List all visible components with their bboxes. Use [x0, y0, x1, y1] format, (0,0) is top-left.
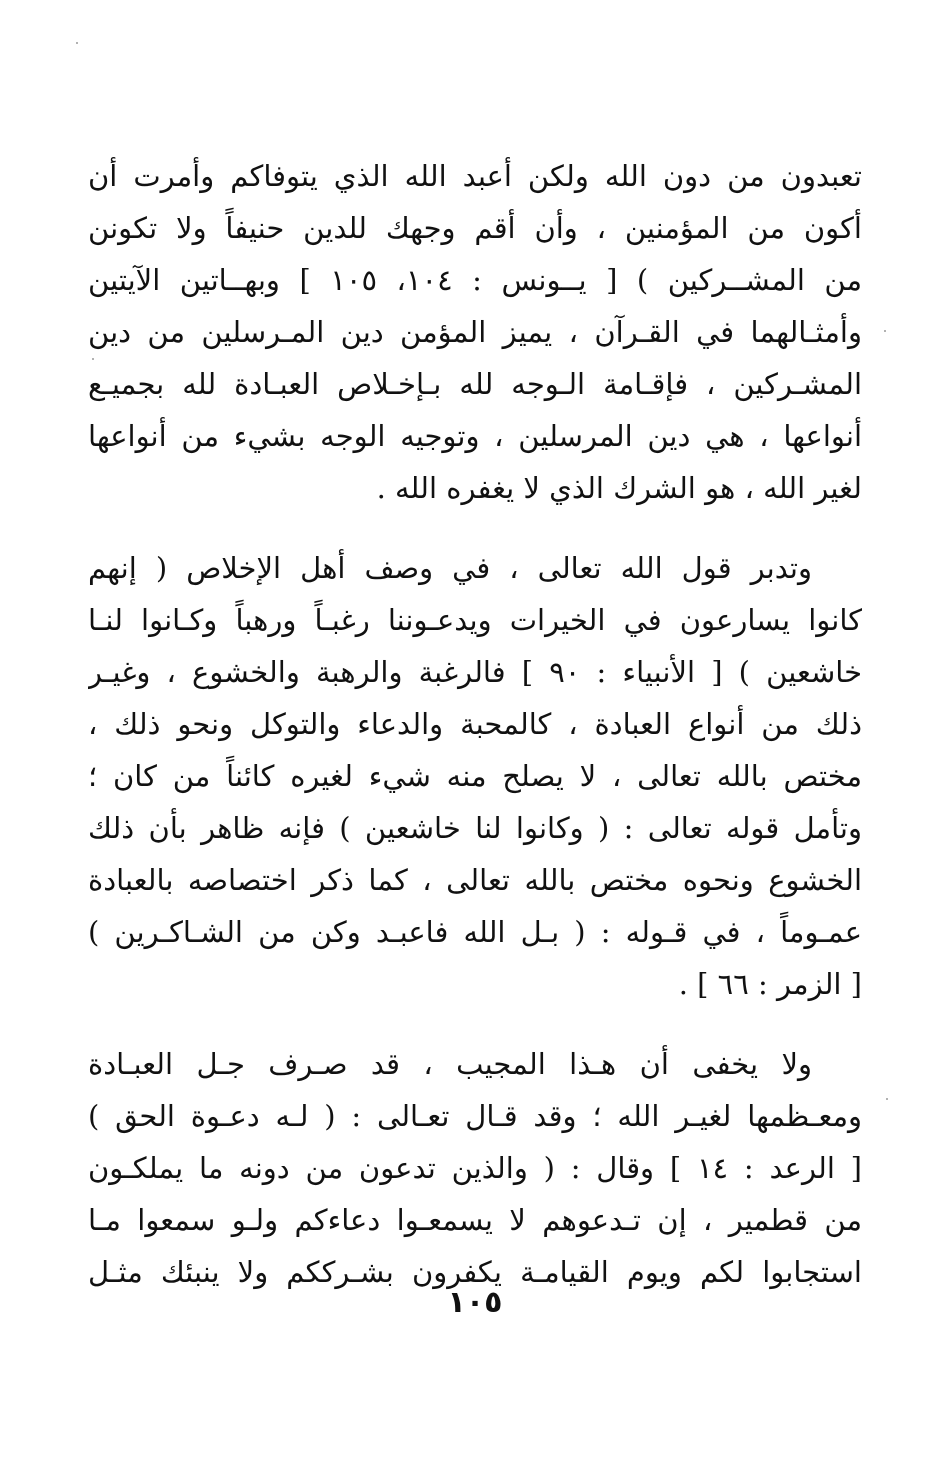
text-line: أنواعها ، هي دين المرسلين ، وتوجيه الوجه بشيء من أنواعها: [88, 419, 862, 453]
paragraph-2: [88, 542, 862, 1010]
scan-speck: [884, 330, 886, 332]
text-line: من قطمير ، إن تـدعوهم لا يسمعـوا دعاءكم ولـو سمعوا مـا: [88, 1203, 862, 1237]
paragraph-3: [88, 1038, 862, 1298]
scan-speck: [886, 1098, 888, 1100]
text-line: ومعـظمها لغيـر الله ؛ وقد قـال تعـالى : ( لـه دعـوة الحق ): [88, 1099, 862, 1133]
text-line: وأمثـالهما في القـرآن ، يميز المؤمن دين المـرسلين من دين: [88, 315, 862, 349]
text-line: [ الرعد : ١٤ ] وقال : ( والذين تدعون من دونه ما يملكـون: [88, 1151, 862, 1185]
text-line: الخشوع ونحوه مختص بالله تعالى ، كما ذكر اختصاصه بالعبادة: [88, 863, 862, 897]
text-line: مختص بالله تعالى ، لا يصلح منه شيء لغيره كائناً من كان ؛: [88, 759, 862, 793]
text-line: تعبدون من دون الله ولكن أعبد الله الذي يتوفاكم وأمرت أن: [88, 159, 862, 193]
text-line: عمـوماً ، في قـوله : ( بـل الله فاعبـد وكن من الشـاكـرين ): [88, 915, 862, 949]
paragraph-1: [88, 150, 862, 514]
text-line: ولا يخفى أن هـذا المجيب ، قد صـرف جـل العبـادة: [88, 1047, 812, 1081]
text-line: استجابوا لكم ويوم القيامـة يكفرون بشـرككم ولا ينبئك مثـل: [88, 1255, 862, 1289]
text-line: لغير الله ، هو الشرك الذي لا يغفره الله .: [376, 471, 862, 505]
text-line: وتأمل قوله تعالى : ( وكانوا لنا خاشعين ) فإنه ظاهر بأن ذلك: [88, 811, 862, 845]
text-line: المشـركين ، فإقـامة الـوجه لله بـإخـلاص العبـادة لله بجميـع: [88, 367, 862, 401]
text-line: خاشعين ) [ الأنبياء : ٩٠ ] فالرغبة والرهبة والخشوع ، وغيـر: [88, 655, 862, 689]
scan-speck: [76, 42, 78, 44]
text-line: كانوا يسارعون في الخيرات ويدعـوننا رغبـاً ورهباً وكـانوا لنـا: [88, 603, 862, 637]
text-line: وتدبر قول الله تعالى ، في وصف أهل الإخلاص ( إنهم: [88, 551, 812, 585]
text-line: [ الزمر : ٦٦ ] .: [678, 967, 862, 1001]
text-line: أكون من المؤمنين ، وأن أقم وجهك للدين حنيفاً ولا تكونن: [88, 211, 862, 245]
text-line: ذلك من أنواع العبادة ، كالمحبة والدعاء والتوكل ونحو ذلك ،: [88, 707, 862, 741]
body-text: [88, 150, 862, 1298]
page-number: ١٠٥: [447, 1285, 503, 1320]
text-line: من المشــركين ) [ يــونس : ١٠٤، ١٠٥ ] وبهــاتين الآيتين: [88, 263, 862, 297]
